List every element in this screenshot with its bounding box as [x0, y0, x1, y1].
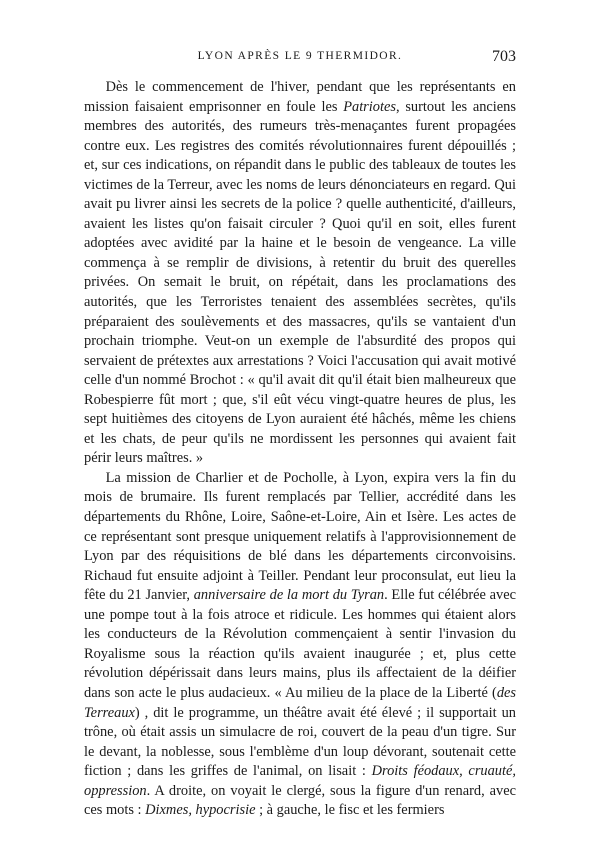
text-run: . A droite, on voyait le clergé, sous la figure d'un renard, avec ces mots : [84, 782, 516, 819]
italic-text-run: Droits féodaux, cruauté, oppression [84, 763, 516, 799]
text-run: . Elle fut célébrée avec une pompe tout à la fois atroce et ridicule. Les hommes qui étaient alors les conducteurs de la Révolution commençaient à sentir l'invasion du Royalisme sous la réaction qu'ils avaient inaugurée ; et, plus cette révolution dépérissait dans leurs mains, plus ils affectaient de la déifier dans son acte le plus audacieux. « Au milieu de la place de la Liberté ( [84, 587, 516, 701]
body-text [84, 78, 516, 821]
italic-text-run: anniversaire de la mort du Tyran [193, 587, 385, 604]
page-header [84, 48, 516, 70]
running-title: LYON APRÈS LE 9 THERMIDOR. [197, 50, 403, 62]
paragraph [84, 78, 516, 469]
page-number: 703 [492, 48, 516, 65]
italic-text-run: Dixmes, hypocrisie [145, 802, 256, 819]
text-run: , surtout les anciens membres des autorités, des rumeurs très-menaçantes furent propagées contre eux. Les registres des comités révolutionnaires furent dépouillés ; et, sur ces indications, on répandit dans le public des tableaux de toutes les victimes de la Terreur, avec les noms de leurs dénonciateurs en regard. Qui avait pu livrer ainsi les secrets de la police ? quelle authenticité, d'ailleurs, avaient les listes qu'on faisait circuler ? Quoi qu'il en soit, elles furent adoptées avec avidité par la haine et le besoin de vengeance. La ville commença à se remplir de divisions, à retentir du bruit des querelles privées. On semait le bruit, on répétait, dans les proclamations des autorités, que les Terroristes tenaient des assemblées secrètes, qu'ils préparaient des soulèvements et des massacres, qu'ils se vantaient d'un prochain triomphe. Veut-on un exemple de l'absurdité des propos qui servaient de prétextes aux arrestations ? Voici l'accusation qui avait motivé celle d'un nommé Brochot : « qu'il avait dit qu'il était bien malheureux que Robespierre fût mort ; que, s'il eût vécu vingt-quatre heures de plus, les sept huitièmes des citoyens de Lyon auraient été hâchés, même les chiens et les chats, de peur qu'ils ne mordissent les personnes qui avaient fait périr leurs maîtres. » [84, 98, 516, 467]
text-run: ) , dit le programme, un théâtre avait été élevé ; il supportait un trône, où était assis un simulacre de roi, couvert de la peau d'un tigre. Sur le devant, la noblesse, sous l'emblème d'un loup dévorant, soutenait cette fiction ; dans les griffes de l'animal, on lisait : [84, 704, 516, 780]
italic-text-run: des Terreaux [84, 684, 516, 721]
text-run: Dès le commencement de l'hiver, pendant que les représentants en mission faisaient emprisonner en foule les [84, 79, 516, 115]
italic-text-run: Patriotes [343, 98, 396, 115]
text-run: La mission de Charlier et de Pocholle, à Lyon, expira vers la fin du mois de brumaire. Ils furent remplacés par Tellier, accrédité dans les départements du Rhône, Loire, Saône-et-Loire, Ain et Isère. Les actes de ce représentant sont presque uniquement relatifs à l'approvisionnement de Lyon par des réquisitions de blé dans les départements circonvoisins. Richaud fut ensuite adjoint à Teiller. Pendant leur proconsulat, eut lieu la fête du 21 Janvier, [84, 469, 516, 604]
text-run: ; à gauche, le fisc et les fermiers [255, 802, 445, 819]
paragraph [84, 469, 516, 821]
